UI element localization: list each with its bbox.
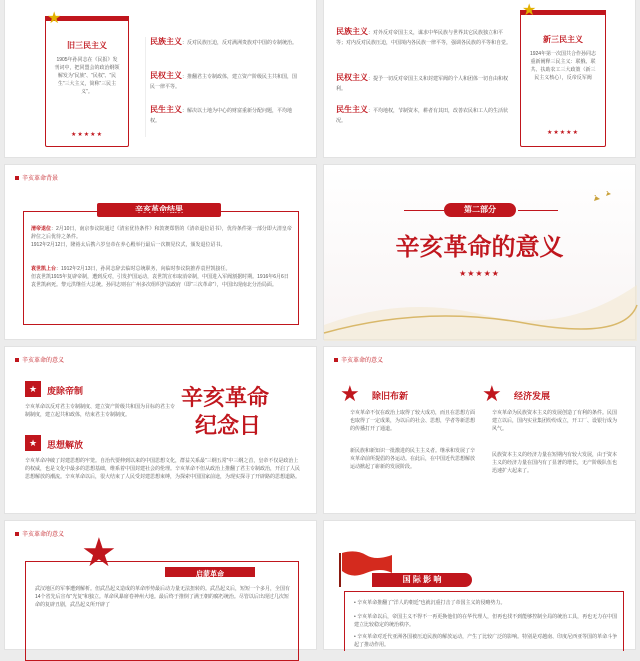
p2-label: 袁世凯上台 — [31, 266, 57, 272]
p1-extra: 1912年2月12日，隆裕太后携六岁皇帝在养心殿举行最后一次朝见仪式，颁发退位诏书。 — [31, 242, 226, 248]
header-text: 辛亥革命背景 — [22, 176, 59, 182]
divider — [145, 37, 146, 137]
result-paragraph-1 — [31, 225, 293, 249]
slide-header — [15, 173, 58, 182]
slide-header — [15, 529, 64, 538]
slide-significance-1 — [4, 346, 317, 514]
header-square-icon — [334, 358, 338, 362]
sec1-text: 辛亥革命不仅在政治上取得了较大成功，而且在思想方面也取得了一定成果，为以后的社会、思想，学者等新思想的传播打开了通道。 — [350, 410, 476, 432]
p1-text: ：2月10日，南京参议院通过《清室优待条件》和敦赛郑帮的《清帝退位诏书》，优待条件第一部分即大清皇帝辞位之后优待之条件。 — [31, 226, 292, 240]
header-text: 辛亥革命的意义 — [341, 358, 384, 364]
item-text: ：推翻君主专制政体，建立资产阶级民主共和国，国民一律平等。 — [150, 74, 298, 90]
sec2-title: 思想解放 — [47, 440, 84, 450]
impact-line-2: • 辛亥革命以后，帝国主义不得不一再更换他们的在华代理人，但再也找不到能够控制全局的统治工具，再也无力在中国建立比较稳定的统治秩序。 — [354, 614, 618, 628]
item-text: ：对外反对帝国主义，谋求中华民族与世界其它民族独立和平等；对内反对民族压迫，中国境内各民族一律平等，强调各民族的平等和自觉。 — [336, 30, 512, 46]
big-title-2: 纪念日 — [195, 413, 262, 438]
header-square-icon — [15, 532, 19, 536]
slide-new-three-principles — [323, 0, 636, 158]
item-label: 民族主义 — [150, 37, 182, 46]
principle-item-1 — [150, 37, 300, 48]
p2-text: ：1912年2月13日，孙同志辞去临时总统职务，向临时参议院推荐袁世凯接任。 — [56, 266, 231, 272]
impact-line-3: • 辛亥革命对近代亚洲各国被压迫民族的解放运动，产生了比较广泛的影响。特别是对越南、印度尼西亚等国的革命斗争起了推动作用。 — [354, 634, 618, 648]
sec1-tag — [25, 381, 41, 397]
header-text: 辛亥革命的意义 — [22, 532, 65, 538]
card-text: 1924年第一次国共合作孙同志重新阐释三民主义：联俄、联共、扶助农工三大政策（新三民主义核心），反帝反军阀 — [529, 51, 597, 81]
slide-header — [15, 355, 64, 364]
impact-text: 辛亥革命以后，帝国主义不得不一再更换他们的在华代理人，但再也找不到能够控制全局的统治工具，再也无力在中国建立比较稳定的统治秩序。 — [354, 614, 618, 628]
item-label: 民权主义 — [150, 71, 182, 80]
slide-header — [334, 355, 383, 364]
principle-item-1 — [336, 27, 512, 48]
sec2-text: 辛亥革命为民族资本主义的发展创造了有利的条件。民国建立以后，国内实业集团纷纷成立，开工厂、设银行成为风气。 — [492, 410, 618, 432]
result-paragraph-2 — [31, 265, 293, 289]
sec2-text: 辛亥革命冲破了封建思想的牢笼。自治代要伸到以来的中国思想文化，群益关系最“三纲五常”中三纲之首，皇帝不仅是政治上的权威，也是文化中最多的思想基础，维系着中国封建社会的伦理。辛亥革命不但从政治上推翻了君主专制政治，开启了人民思想解放的潮流。辛亥革命以后，很大结束了人民受封建思想束缚，为探索中国国家前途，为现实探寻了开辟路的思想道路。 — [25, 458, 301, 480]
principle-item-3 — [336, 105, 512, 126]
part-label: 第二部分 — [444, 203, 516, 217]
header-square-icon — [15, 176, 19, 180]
star-icon: ★ — [28, 438, 38, 448]
part-line-right — [518, 210, 558, 211]
sec2-extra: 民族资本主义的经济力量在短期内有较大发展，由于资本主义的经济力量在国内有了显著的增长，无产阶级队伍也迅速扩大起来了。 — [492, 452, 618, 474]
principle-item-2 — [336, 73, 512, 94]
star-icon: ★ — [81, 531, 117, 575]
header-text: 辛亥革命的意义 — [22, 358, 65, 364]
cover-stars: ★★★★★ — [459, 269, 500, 278]
sec2-tag — [25, 435, 41, 451]
card-title: 新三民主义 — [543, 35, 583, 44]
sec1-text: 辛亥革命以反对君主专制制度、建立资产阶级共和国为目标的君主专制制度，建立起共和政体，结束君主专制制度。 — [25, 404, 176, 418]
card-stars: ★★★★★ — [71, 132, 103, 138]
star-icon: ★ — [28, 384, 38, 394]
principle-item-2 — [150, 71, 300, 92]
impact-text: 辛亥革命推翻了“洋人的朝廷”也就沉重打击了帝国主义的侵略势力。 — [357, 600, 506, 606]
item-text: ：反对民族压迫，反对满洲贵族对中国的专制统治。 — [182, 40, 298, 46]
star-icon: ★ — [47, 10, 62, 27]
star-icon: ★ — [482, 381, 502, 406]
principle-item-3 — [150, 105, 300, 126]
star-icon: ★ — [522, 2, 537, 19]
item-label: 民生主义 — [150, 105, 182, 114]
p1-label: 清帝退位 — [31, 226, 52, 232]
item-label: 民生主义 — [336, 105, 368, 114]
result-title: 辛亥革命结果 — [97, 203, 221, 217]
card-title: 启蒙革命 — [196, 571, 224, 578]
slide-significance-2 — [323, 346, 636, 514]
sec1-title: 除旧布新 — [372, 391, 409, 401]
slide-revolution-result — [4, 164, 317, 340]
card-title: 旧三民主义 — [67, 41, 107, 50]
card-stars: ★★★★★ — [547, 130, 579, 136]
part-line-left — [404, 210, 444, 211]
item-label: 民权主义 — [336, 73, 368, 82]
item-label: 民族主义 — [336, 27, 368, 36]
header-square-icon — [15, 358, 19, 362]
sec1-extra: 新民族和新知识一批激进的民主主义者。继承和发展了辛亥革命前所提倡的各运动。在此后，在中国近代思想解放运动掀起了崭新的发展阶段。 — [350, 448, 476, 470]
sec2-title: 经济发展 — [514, 391, 551, 401]
item-text: ：解决以土地为中心的财富重新分配问题，平均地权。 — [150, 108, 293, 124]
sec1-title: 废除帝制 — [47, 386, 84, 396]
impact-text: 辛亥革命对近代亚洲各国被压迫民族的解放运动，产生了比较广泛的影响。特别是对越南、印度尼西亚等国的革命斗争起了推动作用。 — [354, 634, 618, 648]
slide-old-three-principles — [4, 0, 317, 158]
slide-part-two-cover — [323, 164, 636, 340]
item-text: ：提予一切反对帝国主义和封建军阀的个人和团体一切自由和权利。 — [336, 76, 509, 92]
cover-title: 辛亥革命的意义 — [395, 234, 564, 261]
card-text: 1905年孙同志在《民报》发刊词中，把同盟会的政治纲领解发为“民族”、“民权”、“民生”三大主义，简称“三民主义”。 — [54, 57, 120, 95]
slide-enlightenment — [4, 520, 317, 650]
impact-banner: 国 际 影 响 — [372, 573, 472, 587]
new-principles-card — [520, 13, 606, 147]
p2-extra: 但袁世凯1915年复辟帝制，遭到反对，引发护国运动，袁世凯宣布取消帝制，中国进入军阀割据时期。1916年6月6日袁世凯病死。黎元洪继任大总统。孙同志则在广州多次组织护法政府（即“三次革命”），中国出现南北分治局面。 — [31, 274, 289, 288]
card-text: 武汉地区的军事遭到解析。但武昌起义造成的革命形势最后动力量无法扭转的。武昌起义后，短短一个多月，全国有14个省先后宣布“光复”和独立。革命风暴席卷神州大地。最后终于推倒了满王朝的腐朽统治。尽管以后出现过几次短命的复辟丑剧，武昌起义所开辟了 — [35, 586, 291, 608]
impact-line-1: • 辛亥革命推翻了“洋人的朝廷”也就沉重打击了帝国主义的侵略势力。 — [354, 600, 506, 606]
enlightenment-box — [25, 561, 299, 661]
old-principles-card — [45, 19, 129, 147]
item-text: ：平均地权，节制资本，耕者有其田，改善农民和工人的生活状况。 — [336, 108, 509, 124]
big-title-1: 辛亥革命 — [181, 385, 270, 410]
star-icon: ★ — [340, 381, 360, 406]
slide-international-impact — [323, 520, 636, 650]
